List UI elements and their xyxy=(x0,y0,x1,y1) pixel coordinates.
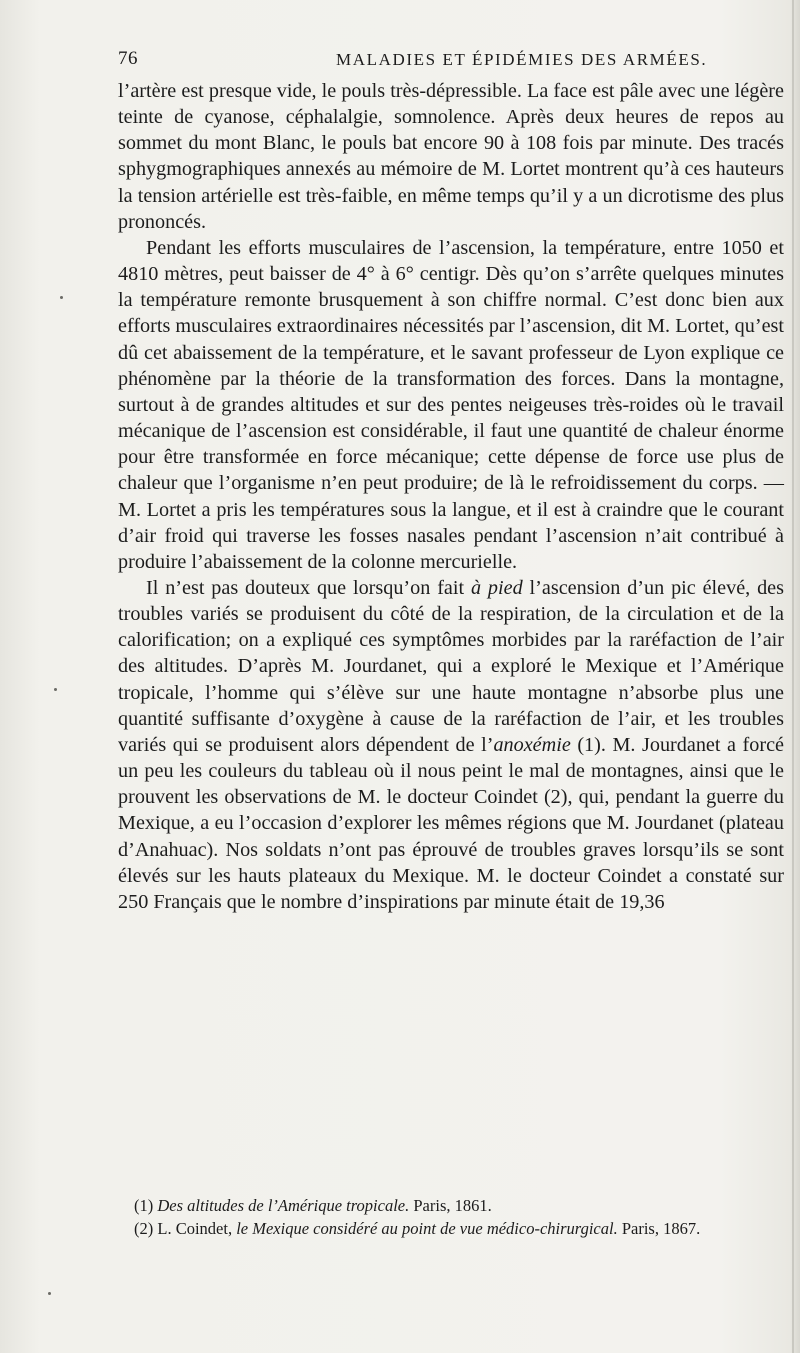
italic-text: le Mexique considéré au point de vue médico-chirurgical. xyxy=(236,1219,618,1238)
body-text xyxy=(118,78,784,915)
paper-speck xyxy=(60,296,63,299)
footnote xyxy=(118,1217,784,1240)
text-run: Paris, 1861. xyxy=(409,1196,492,1215)
italic-text: anoxémie xyxy=(493,733,571,756)
paragraph xyxy=(118,575,784,915)
page-number: 76 xyxy=(118,48,138,69)
page-edge-shadow xyxy=(792,0,794,1353)
italic-text: à pied xyxy=(470,576,523,599)
text-run: (1). M. Jourdanet a forcé un peu les couleurs du tableau où il nous peint le mal de montagnes, ainsi que le prouvent les observations de M. le docteur Coindet (2), qui, pendant la guerre du Mexique, a eu l’occasion d’explorer les mêmes régions que M. Jourdanet (plateau d’Anahuac). Nos soldats n’ont pas éprouvé de troubles graves lorsqu’ils se sont élevés sur les hauts plateaux du Mexique. M. le docteur Coindet a constaté sur 250 Français que le nombre d’inspirations par minute était de 19,36 xyxy=(118,733,784,913)
text-run: Il n’est pas douteux que lorsqu’on fait xyxy=(146,576,471,599)
text-run: l’artère est presque vide, le pouls très-dépressible. La face est pâle avec une légère teinte de cyanose, céphalalgie, somnolence. Après deux heures de repos au sommet du mont Blanc, le pouls bat encore 90 à 108 fois par minute. Des tracés sphygmographiques annexés au mémoire de M. Lortet montrent qu’à ces hauteurs la tension artérielle est très-faible, en même temps qu’il y a un dicrotisme des plus prononcés. xyxy=(118,80,784,233)
page-header xyxy=(118,48,788,78)
text-run: (2) L. Coindet, xyxy=(134,1219,237,1238)
paper-speck xyxy=(54,688,57,691)
footnotes xyxy=(118,1194,784,1240)
paragraph xyxy=(118,235,784,575)
footnote xyxy=(118,1194,784,1217)
text-run: l’ascension d’un pic élevé, des troubles variés se produisent du côté de la respiration, de la circulation et de la calorification; on a expliqué ces symptômes morbides par la raréfaction de l’air des altitudes. D’après M. Jourdanet, qui a exploré le Mexique et l’Amérique tropicale, l’homme qui s’élève sur une haute montagne n’absorbe plus une quantité suffisante d’oxygène à cause de la raréfaction de l’air, et les troubles variés qui se produisent alors dépendent de l’ xyxy=(118,576,784,756)
paragraph xyxy=(118,78,784,235)
running-title: MALADIES ET ÉPIDÉMIES DES ARMÉES. xyxy=(336,50,708,69)
text-run: Pendant les efforts musculaires de l’ascension, la température, entre 1050 et 4810 mètres, peut baisser de 4° à 6° centigr. Dès qu’on s’arrête quelques minutes la température remonte brusquement à son chiffre normal. C’est donc bien aux efforts musculaires extraordinaires nécessités par l’ascension, dit M. Lortet, qu’est dû cet abaissement de la température, et le savant professeur de Lyon explique ce phénomène par la théorie de la transformation des forces. Dans la montagne, surtout à de grandes altitudes et sur des pentes neigeuses très-roides où le travail mécanique de l’ascension est considérable, il faut une quantité de chaleur énorme pour être transformée en force mécanique; cette dépense de force use plus de chaleur que l’organisme n’en peut produire; de là le refroidissement du corps. — M. Lortet a pris les températures sous la langue, et il est à craindre que le courant d’air froid qui traverse les fosses nasales pendant l’ascension n’ait contribué à produire l’abaissement de la colonne mercurielle. xyxy=(118,236,784,573)
text-run: (1) xyxy=(134,1196,158,1215)
paper-speck xyxy=(48,1292,51,1295)
italic-text: Des altitudes de l’Amérique tropicale. xyxy=(157,1196,410,1215)
text-run: Paris, 1867. xyxy=(617,1219,701,1238)
